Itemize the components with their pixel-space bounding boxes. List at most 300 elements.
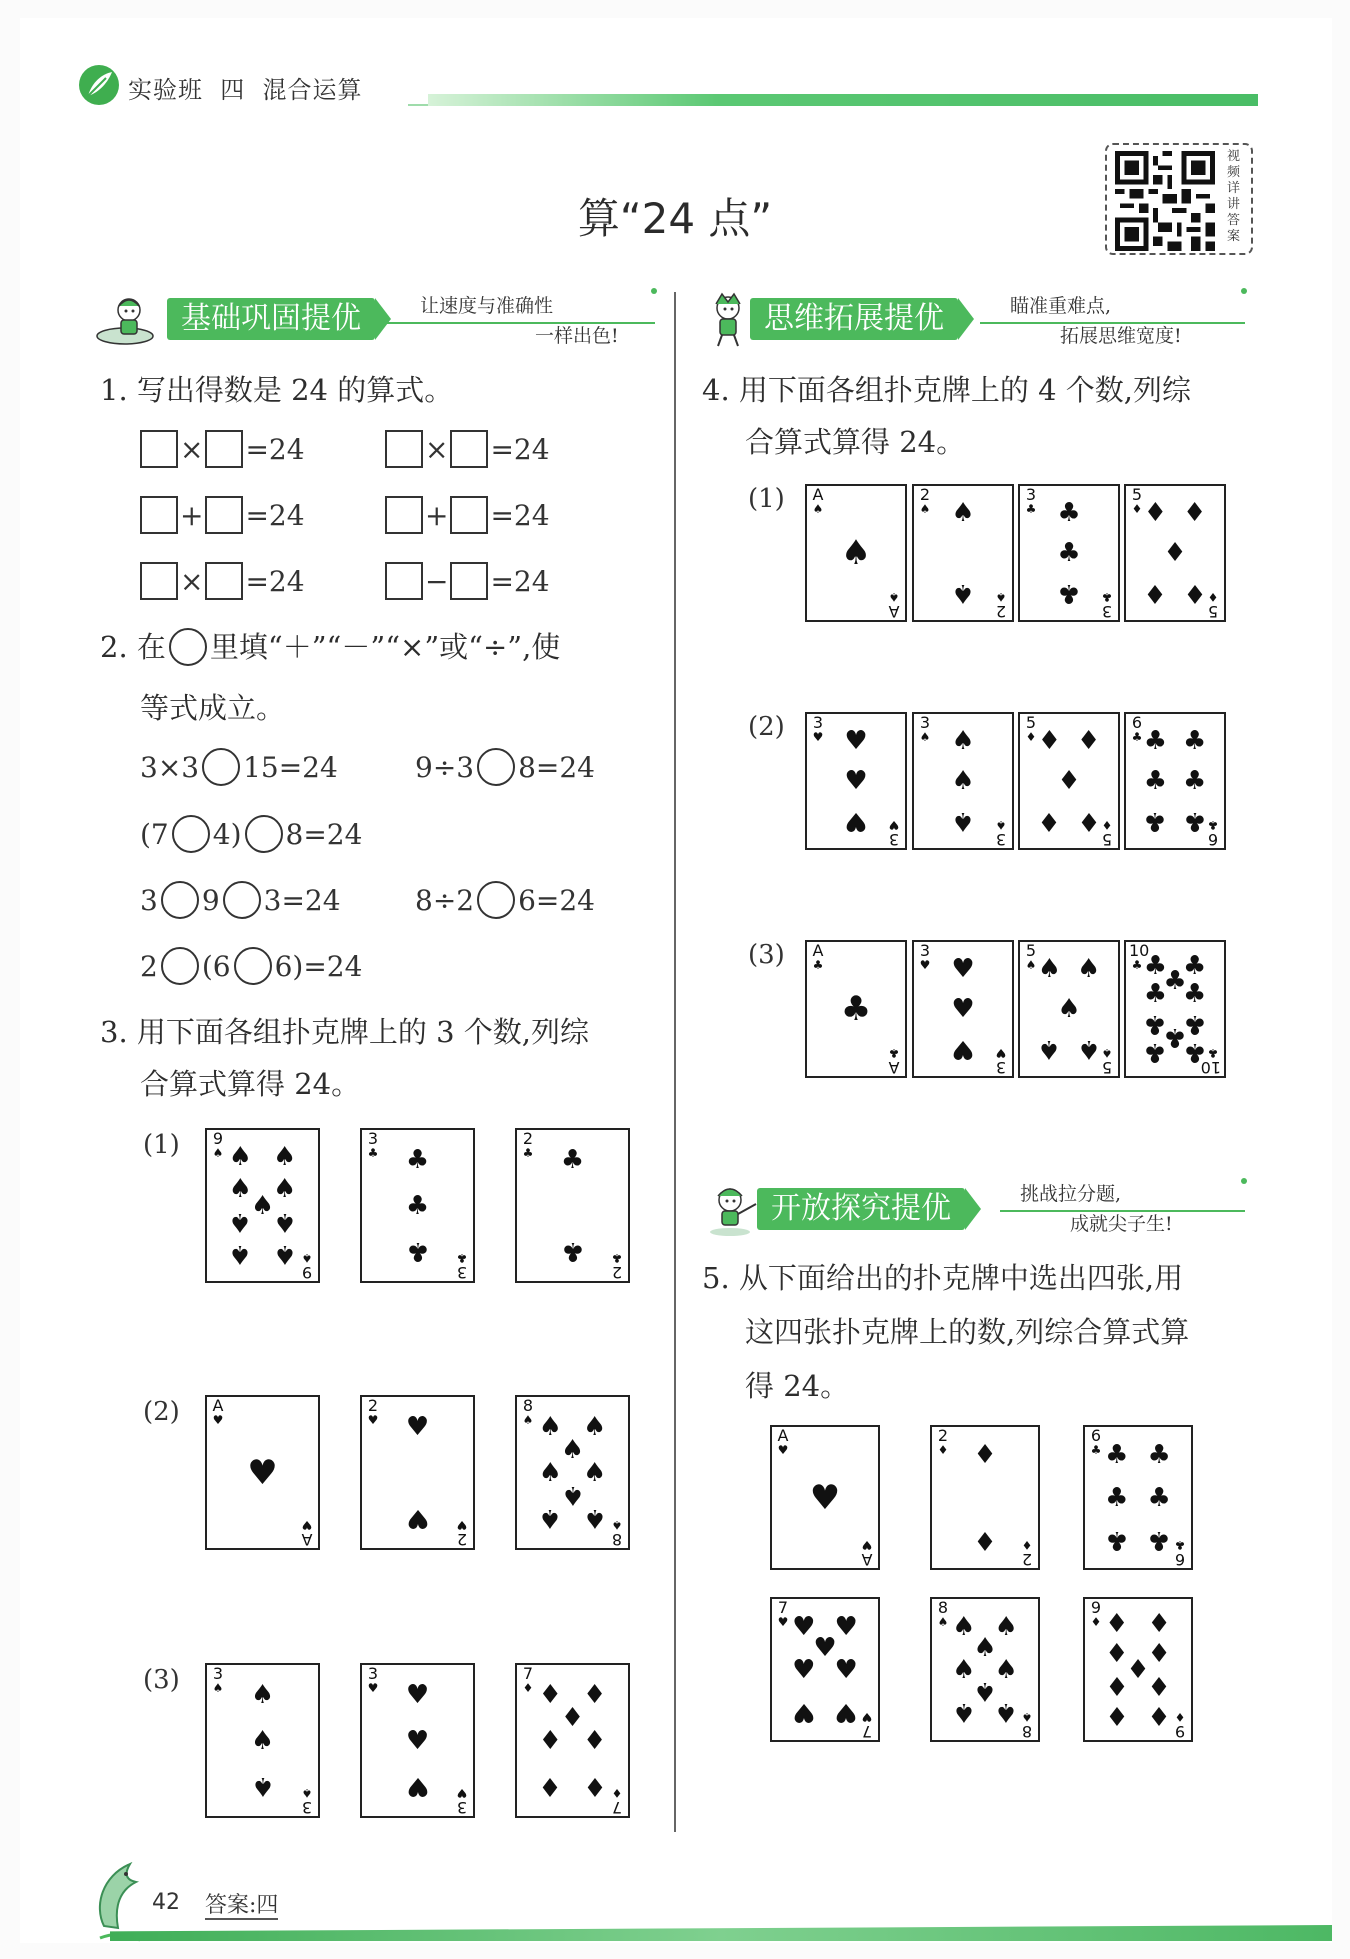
card-suit-pip-icon: ♠ xyxy=(951,806,975,837)
card-suit-pip-icon: ♥ xyxy=(844,725,868,756)
playing-card[interactable] xyxy=(1083,1597,1193,1742)
answer-box[interactable] xyxy=(205,430,243,468)
card-rank-bottom: 5 ♦ xyxy=(1101,818,1113,849)
card-suit-pip-icon: ♣ xyxy=(1143,951,1168,982)
card-suit-pip-icon: ♠ xyxy=(228,1238,252,1269)
operator: − xyxy=(425,564,449,598)
card-rank-top: 8 ♠ xyxy=(522,1396,534,1427)
answer-circle[interactable] xyxy=(245,815,283,853)
q1-equation-3 xyxy=(140,496,307,534)
card-suit-pip-icon: ♠ xyxy=(994,1612,1018,1643)
page-title: 算“24 点” xyxy=(577,194,773,243)
question-4-text: 4. 用下面各组扑克牌上的 4 个数,列综 xyxy=(702,373,1191,407)
card-rank-top: 9 ♠ xyxy=(212,1129,224,1160)
card-suit-pip-icon: ♣ xyxy=(1105,1440,1129,1471)
q3-label-3: (3) xyxy=(143,1665,180,1695)
card-rank-bottom: 3 ♠ xyxy=(995,818,1007,849)
q1-equation-1 xyxy=(140,430,307,468)
card-rank-top: A ♠ xyxy=(812,485,824,516)
card-rank-bottom: 6 ♣ xyxy=(1174,1538,1186,1569)
card-suit-pip-icon: ♦ xyxy=(1076,806,1101,837)
card-suit-pip-icon: ♣ xyxy=(405,1235,430,1266)
section-rule xyxy=(980,322,1245,324)
card-suit-pip-icon: ♣ xyxy=(1182,725,1207,756)
answer-circle[interactable] xyxy=(223,881,261,919)
playing-card xyxy=(805,484,907,622)
card-rank-bottom: 3 ♠ xyxy=(301,1786,313,1817)
card-rank-top: 6 ♣ xyxy=(1090,1426,1102,1457)
playing-card xyxy=(515,1128,630,1283)
card-suit-pip-icon: ♥ xyxy=(247,1452,278,1493)
card-suit-pip-icon: ♣ xyxy=(1143,806,1168,837)
section-slogan-open-1: 挑战拉分题, xyxy=(1020,1183,1122,1205)
card-suit-pip-icon: ♠ xyxy=(538,1457,562,1488)
card-rank-top: 2 ♥ xyxy=(367,1396,379,1427)
card-rank-bottom: 8 ♠ xyxy=(1021,1710,1033,1741)
operator: × xyxy=(180,432,204,466)
playing-card xyxy=(1124,940,1226,1078)
card-suit-pip-icon: ♣ xyxy=(1143,1036,1168,1067)
equation-result: =24 xyxy=(245,432,305,466)
question-5-text-line3: 得 24。 xyxy=(745,1369,850,1403)
card-rank-bottom: 3 ♥ xyxy=(888,818,900,849)
q3-label-1: (1) xyxy=(143,1130,180,1160)
card-suit-pip-icon: ♣ xyxy=(560,1235,585,1266)
card-suit-pip-icon: ♣ xyxy=(1147,1440,1171,1471)
card-suit-pip-icon: ♥ xyxy=(809,1477,841,1518)
card-suit-pip-icon: ♠ xyxy=(1076,953,1101,984)
section-dot xyxy=(1241,288,1247,294)
card-rank-bottom: 7 ♦ xyxy=(611,1786,623,1817)
card-rank-bottom: 3 ♣ xyxy=(1101,590,1113,621)
playing-card xyxy=(360,1663,475,1818)
card-suit-pip-icon: ♣ xyxy=(1163,965,1187,996)
card-suit-pip-icon: ♣ xyxy=(405,1190,430,1221)
card-rank-top: 6 ♣ xyxy=(1131,713,1143,744)
q4-label-2: (2) xyxy=(748,712,785,742)
playing-card[interactable] xyxy=(1083,1425,1193,1570)
column-divider xyxy=(674,292,676,1832)
card-suit-pip-icon: ♣ xyxy=(1182,1008,1207,1039)
card-rank-bottom: 3 ♥ xyxy=(995,1046,1007,1077)
card-rank-bottom: 3 ♣ xyxy=(456,1251,468,1282)
card-suit-pip-icon: ♦ xyxy=(1147,1670,1171,1700)
qr-code-icon xyxy=(1115,151,1215,251)
section-header-basic xyxy=(95,290,655,350)
card-suit-pip-icon: ♠ xyxy=(1057,994,1081,1024)
q4-label-3: (3) xyxy=(748,940,785,970)
equation-part: (6 xyxy=(201,949,231,983)
equation-result: =24 xyxy=(245,564,305,598)
card-suit-pip-icon: ♥ xyxy=(792,1654,816,1685)
card-rank-bottom: 6 ♣ xyxy=(1207,818,1219,849)
card-suit-pip-icon: ♠ xyxy=(951,725,975,756)
card-rank-bottom: 10 ♣ xyxy=(1200,1046,1221,1077)
card-suit-pip-icon: ♥ xyxy=(792,1612,816,1643)
equation-part: 3×3 xyxy=(140,750,200,784)
card-suit-pip-icon: ♦ xyxy=(1037,806,1062,837)
equation-part: 8÷2 xyxy=(415,883,475,917)
qr-code-box[interactable] xyxy=(1105,143,1253,255)
equation-part: 9÷3 xyxy=(415,750,475,784)
card-rank-bottom: A ♥ xyxy=(861,1538,873,1569)
card-suit-pip-icon: ♥ xyxy=(405,1770,430,1801)
card-rank-bottom: 9 ♦ xyxy=(1174,1710,1186,1741)
card-suit-pip-icon: ♣ xyxy=(1143,979,1168,1010)
card-suit-pip-icon: ♦ xyxy=(1057,766,1081,796)
card-rank-top: 2 ♣ xyxy=(522,1129,534,1160)
card-suit-pip-icon: ♥ xyxy=(951,994,975,1024)
q1-equation-6 xyxy=(385,562,552,600)
equation-result: =24 xyxy=(490,432,550,466)
card-rank-top: 3 ♥ xyxy=(367,1664,379,1695)
section-rule xyxy=(1000,1210,1245,1212)
equation-part: 15=24 xyxy=(243,750,338,784)
answer-box[interactable] xyxy=(450,562,488,600)
card-suit-pip-icon: ♠ xyxy=(951,578,975,609)
section-slogan-basic-2: 一样出色! xyxy=(535,325,619,347)
card-suit-pip-icon: ♥ xyxy=(834,1654,858,1685)
card-suit-pip-icon: ♦ xyxy=(1147,1699,1171,1730)
card-suit-pip-icon: ♠ xyxy=(840,533,872,573)
playing-card xyxy=(360,1128,475,1283)
card-suit-pip-icon: ♣ xyxy=(1182,1036,1207,1067)
card-suit-pip-icon: ♠ xyxy=(538,1502,562,1533)
section-rule xyxy=(385,322,655,324)
card-suit-pip-icon: ♦ xyxy=(1147,1609,1171,1640)
question-2-text-line2: 等式成立。 xyxy=(140,691,286,725)
card-suit-pip-icon: ♦ xyxy=(1143,578,1168,609)
card-rank-top: 10 ♣ xyxy=(1129,941,1150,972)
answer-box[interactable] xyxy=(140,430,178,468)
card-suit-pip-icon: ♦ xyxy=(1126,1654,1150,1685)
card-rank-top: 7 ♦ xyxy=(522,1664,534,1695)
answer-box[interactable] xyxy=(385,430,423,468)
card-rank-bottom: A ♥ xyxy=(301,1518,313,1549)
answer-box[interactable] xyxy=(385,562,423,600)
card-rank-bottom: A ♠ xyxy=(888,590,900,621)
card-suit-pip-icon: ♥ xyxy=(951,1034,975,1065)
q1-equation-4 xyxy=(385,496,552,534)
equation-part: 6=24 xyxy=(518,883,595,917)
card-suit-pip-icon: ♥ xyxy=(844,806,868,837)
dolphin-icon xyxy=(90,1856,150,1944)
card-suit-pip-icon: ♠ xyxy=(228,1173,252,1204)
playing-card xyxy=(1124,484,1226,622)
answer-circle[interactable] xyxy=(202,748,240,786)
card-suit-pip-icon: ♦ xyxy=(583,1725,607,1756)
card-suit-pip-icon: ♠ xyxy=(994,1696,1018,1727)
equation-part: 8=24 xyxy=(285,817,363,851)
header-green-bar xyxy=(428,94,1258,106)
answer-reference xyxy=(205,1888,278,1919)
playing-card xyxy=(515,1663,630,1818)
section-header-thinking xyxy=(700,290,1245,350)
answer-box[interactable] xyxy=(450,496,488,534)
card-suit-pip-icon: ♦ xyxy=(1182,578,1207,609)
operator: × xyxy=(180,564,204,598)
card-rank-bottom: 2 ♠ xyxy=(995,590,1007,621)
card-suit-pip-icon: ♦ xyxy=(1147,1638,1171,1669)
card-rank-bottom: 7 ♥ xyxy=(861,1710,873,1741)
playing-card[interactable] xyxy=(770,1597,880,1742)
card-suit-pip-icon: ♣ xyxy=(1143,725,1168,756)
card-suit-pip-icon: ♠ xyxy=(1037,953,1062,984)
card-rank-bottom: 9 ♠ xyxy=(301,1251,313,1282)
card-rank-bottom: 3 ♥ xyxy=(456,1786,468,1817)
card-suit-pip-icon: ♥ xyxy=(792,1696,816,1727)
card-suit-pip-icon: ♠ xyxy=(583,1502,607,1533)
card-suit-pip-icon: ♠ xyxy=(951,766,975,796)
question-4-text-line2: 合算式算得 24。 xyxy=(745,425,966,459)
card-rank-top: 5 ♦ xyxy=(1131,485,1143,516)
question-5-text: 5. 从下面给出的扑克牌中选出四张,用 xyxy=(702,1261,1184,1295)
card-suit-pip-icon: ♠ xyxy=(250,1680,275,1711)
q2-equation-5 xyxy=(415,881,595,919)
card-rank-top: 3 ♣ xyxy=(1025,485,1037,516)
section-slogan-open-2: 成就尖子生! xyxy=(1070,1213,1173,1235)
q2-equation-6 xyxy=(140,947,362,985)
card-suit-pip-icon: ♦ xyxy=(1143,497,1168,528)
playing-card xyxy=(805,712,907,850)
card-rank-top: 3 ♠ xyxy=(212,1664,224,1695)
answer-box[interactable] xyxy=(205,496,243,534)
mascot-icon xyxy=(95,292,161,348)
operator-circle xyxy=(169,628,207,666)
answer-box[interactable] xyxy=(140,562,178,600)
q2-text-b: 里填“＋”“－”“×”或“÷”,使 xyxy=(209,630,561,664)
question-1-text: 1. 写出得数是 24 的算式。 xyxy=(100,373,454,407)
card-suit-pip-icon: ♠ xyxy=(973,1675,997,1706)
question-5-text-line2: 这四张扑克牌上的数,列综合算式算 xyxy=(745,1315,1190,1349)
playing-card xyxy=(1018,940,1120,1078)
card-suit-pip-icon: ♥ xyxy=(405,1502,430,1533)
playing-card[interactable] xyxy=(930,1597,1040,1742)
card-suit-pip-icon: ♦ xyxy=(538,1680,562,1711)
card-suit-pip-icon: ♠ xyxy=(250,1190,275,1221)
card-rank-bottom: 5 ♠ xyxy=(1101,1046,1113,1077)
card-rank-top: 5 ♦ xyxy=(1025,713,1037,744)
equation-part: 3 xyxy=(140,883,158,917)
section-slogan-basic-1: 让速度与准确性 xyxy=(420,295,554,317)
section-dot xyxy=(1241,1178,1247,1184)
q2-equation-4 xyxy=(140,881,341,919)
section-tag-basic: 基础巩固提优 xyxy=(167,298,375,340)
question-2-text xyxy=(100,625,560,669)
card-rank-bottom: 5 ♦ xyxy=(1207,590,1219,621)
card-suit-pip-icon: ♦ xyxy=(538,1725,562,1756)
card-rank-top: 9 ♦ xyxy=(1090,1598,1102,1629)
equation-part: 9 xyxy=(201,883,220,917)
answer-circle[interactable] xyxy=(477,881,515,919)
card-suit-pip-icon: ♣ xyxy=(1182,766,1207,796)
card-suit-pip-icon: ♠ xyxy=(951,497,975,528)
answer-reference-text: 答案:四 xyxy=(205,1893,279,1918)
q1-equation-2 xyxy=(385,430,552,468)
card-suit-pip-icon: ♠ xyxy=(538,1412,562,1443)
card-suit-pip-icon: ♠ xyxy=(1076,1034,1101,1065)
q2-equation-3 xyxy=(140,815,362,853)
playing-card xyxy=(205,1663,320,1818)
equation-part: 3=24 xyxy=(263,883,341,917)
card-suit-pip-icon: ♦ xyxy=(560,1702,585,1733)
card-suit-pip-icon: ♦ xyxy=(1037,725,1062,756)
card-suit-pip-icon: ♥ xyxy=(405,1412,430,1443)
card-rank-top: 5 ♠ xyxy=(1025,941,1037,972)
playing-card xyxy=(1018,712,1120,850)
playing-card[interactable] xyxy=(930,1425,1040,1570)
playing-card xyxy=(1018,484,1120,622)
card-suit-pip-icon: ♣ xyxy=(560,1145,585,1176)
card-suit-pip-icon: ♦ xyxy=(1105,1638,1129,1669)
card-rank-top: 7 ♥ xyxy=(777,1598,789,1629)
card-suit-pip-icon: ♠ xyxy=(560,1480,585,1511)
card-suit-pip-icon: ♥ xyxy=(844,766,868,796)
card-suit-pip-icon: ♠ xyxy=(952,1654,976,1685)
q2-equation-2 xyxy=(415,748,595,786)
question-3-text-line2: 合算式算得 24。 xyxy=(140,1067,361,1101)
equation-result: =24 xyxy=(490,564,550,598)
card-suit-pip-icon: ♥ xyxy=(813,1633,837,1664)
card-rank-top: A ♣ xyxy=(812,941,824,972)
playing-card xyxy=(912,484,1014,622)
card-rank-bottom: 2 ♥ xyxy=(456,1518,468,1549)
card-suit-pip-icon: ♥ xyxy=(834,1612,858,1643)
card-suit-pip-icon: ♦ xyxy=(1182,497,1207,528)
card-suit-pip-icon: ♣ xyxy=(1143,766,1168,796)
answer-circle[interactable] xyxy=(172,815,210,853)
playing-card xyxy=(515,1395,630,1550)
card-suit-pip-icon: ♣ xyxy=(1163,1022,1187,1053)
playing-card xyxy=(1124,712,1226,850)
card-suit-pip-icon: ♣ xyxy=(405,1145,430,1176)
card-suit-pip-icon: ♠ xyxy=(250,1770,275,1801)
card-suit-pip-icon: ♠ xyxy=(560,1434,585,1465)
card-suit-pip-icon: ♣ xyxy=(1057,538,1081,568)
card-suit-pip-icon: ♦ xyxy=(1105,1609,1129,1640)
card-suit-pip-icon: ♦ xyxy=(1163,538,1187,568)
card-rank-top: A ♥ xyxy=(777,1426,789,1457)
card-suit-pip-icon: ♣ xyxy=(1147,1482,1171,1513)
card-suit-pip-icon: ♠ xyxy=(228,1207,252,1238)
playing-card xyxy=(360,1395,475,1550)
card-suit-pip-icon: ♣ xyxy=(840,989,872,1029)
equation-part: (7 xyxy=(140,817,169,851)
card-suit-pip-icon: ♦ xyxy=(583,1680,607,1711)
card-suit-pip-icon: ♠ xyxy=(583,1412,607,1443)
card-suit-pip-icon: ♠ xyxy=(273,1173,297,1204)
page-number: 42 xyxy=(152,1890,180,1915)
card-suit-pip-icon: ♠ xyxy=(583,1457,607,1488)
equation-part: 2 xyxy=(140,949,158,983)
playing-card xyxy=(205,1395,320,1550)
qr-label: 视频详讲答案 xyxy=(1227,149,1241,244)
card-suit-pip-icon: ♠ xyxy=(952,1696,976,1727)
card-rank-bottom: 2 ♦ xyxy=(1021,1538,1033,1569)
card-rank-top: 2 ♠ xyxy=(919,485,931,516)
card-suit-pip-icon: ♠ xyxy=(273,1207,297,1238)
answer-circle[interactable] xyxy=(477,748,515,786)
equation-part: 8=24 xyxy=(518,750,595,784)
card-suit-pip-icon: ♣ xyxy=(1182,951,1207,982)
card-suit-pip-icon: ♣ xyxy=(1105,1524,1129,1555)
section-header-open xyxy=(700,1180,1245,1240)
card-suit-pip-icon: ♦ xyxy=(583,1770,607,1801)
section-tag-open: 开放探究提优 xyxy=(757,1188,965,1230)
card-rank-top: 3 ♣ xyxy=(367,1129,379,1160)
card-suit-pip-icon: ♦ xyxy=(973,1440,997,1471)
section-slogan-thinking-2: 拓展思维宽度! xyxy=(1060,325,1182,347)
playing-card xyxy=(912,712,1014,850)
answer-circle[interactable] xyxy=(234,947,272,985)
card-suit-pip-icon: ♥ xyxy=(405,1680,430,1711)
q2-equation-1 xyxy=(140,748,338,786)
operator: + xyxy=(425,498,449,532)
q2-text-a: 2. 在 xyxy=(100,630,166,664)
card-suit-pip-icon: ♦ xyxy=(973,1524,997,1555)
question-3-text: 3. 用下面各组扑克牌上的 3 个数,列综 xyxy=(100,1015,589,1049)
leaf-logo-icon xyxy=(78,64,120,106)
card-suit-pip-icon: ♣ xyxy=(1182,979,1207,1010)
card-suit-pip-icon: ♣ xyxy=(1057,578,1081,609)
card-suit-pip-icon: ♦ xyxy=(1105,1670,1129,1700)
operator: × xyxy=(425,432,449,466)
card-rank-top: 3 ♥ xyxy=(812,713,824,744)
card-suit-pip-icon: ♥ xyxy=(834,1696,858,1727)
section-tag-thinking: 思维拓展提优 xyxy=(750,298,958,340)
page-header xyxy=(78,64,1258,108)
card-rank-top: 3 ♥ xyxy=(919,941,931,972)
section-slogan-thinking-1: 瞄准重难点, xyxy=(1010,295,1112,317)
operator: + xyxy=(180,498,204,532)
card-suit-pip-icon: ♣ xyxy=(1147,1524,1171,1555)
q4-label-1: (1) xyxy=(748,484,785,514)
card-suit-pip-icon: ♥ xyxy=(951,953,975,984)
playing-card xyxy=(912,940,1014,1078)
card-suit-pip-icon: ♦ xyxy=(1076,725,1101,756)
answer-box[interactable] xyxy=(140,496,178,534)
answer-box[interactable] xyxy=(450,430,488,468)
card-rank-bottom: A ♣ xyxy=(888,1046,900,1077)
card-rank-top: 8 ♠ xyxy=(937,1598,949,1629)
card-suit-pip-icon: ♠ xyxy=(228,1142,252,1173)
card-suit-pip-icon: ♦ xyxy=(538,1770,562,1801)
card-suit-pip-icon: ♣ xyxy=(1057,497,1081,528)
section-dot xyxy=(651,288,657,294)
answer-box[interactable] xyxy=(385,496,423,534)
q1-equation-5 xyxy=(140,562,307,600)
header-breadcrumb: 实验班 四 混合运算 xyxy=(128,76,363,104)
card-suit-pip-icon: ♣ xyxy=(1143,1008,1168,1039)
card-suit-pip-icon: ♠ xyxy=(273,1142,297,1173)
playing-card[interactable] xyxy=(770,1425,880,1570)
card-rank-top: 3 ♠ xyxy=(919,713,931,744)
card-suit-pip-icon: ♣ xyxy=(1182,806,1207,837)
answer-circle[interactable] xyxy=(161,881,199,919)
card-suit-pip-icon: ♠ xyxy=(250,1725,275,1756)
card-suit-pip-icon: ♠ xyxy=(973,1633,997,1664)
card-suit-pip-icon: ♠ xyxy=(994,1654,1018,1685)
card-suit-pip-icon: ♦ xyxy=(1105,1699,1129,1730)
answer-circle[interactable] xyxy=(161,947,199,985)
card-suit-pip-icon: ♣ xyxy=(1105,1482,1129,1513)
equation-part: 6)=24 xyxy=(274,949,363,983)
equation-part: 4) xyxy=(212,817,242,851)
answer-box[interactable] xyxy=(205,562,243,600)
card-suit-pip-icon: ♠ xyxy=(952,1612,976,1643)
card-rank-top: A ♥ xyxy=(212,1396,224,1427)
q3-label-2: (2) xyxy=(143,1397,180,1427)
